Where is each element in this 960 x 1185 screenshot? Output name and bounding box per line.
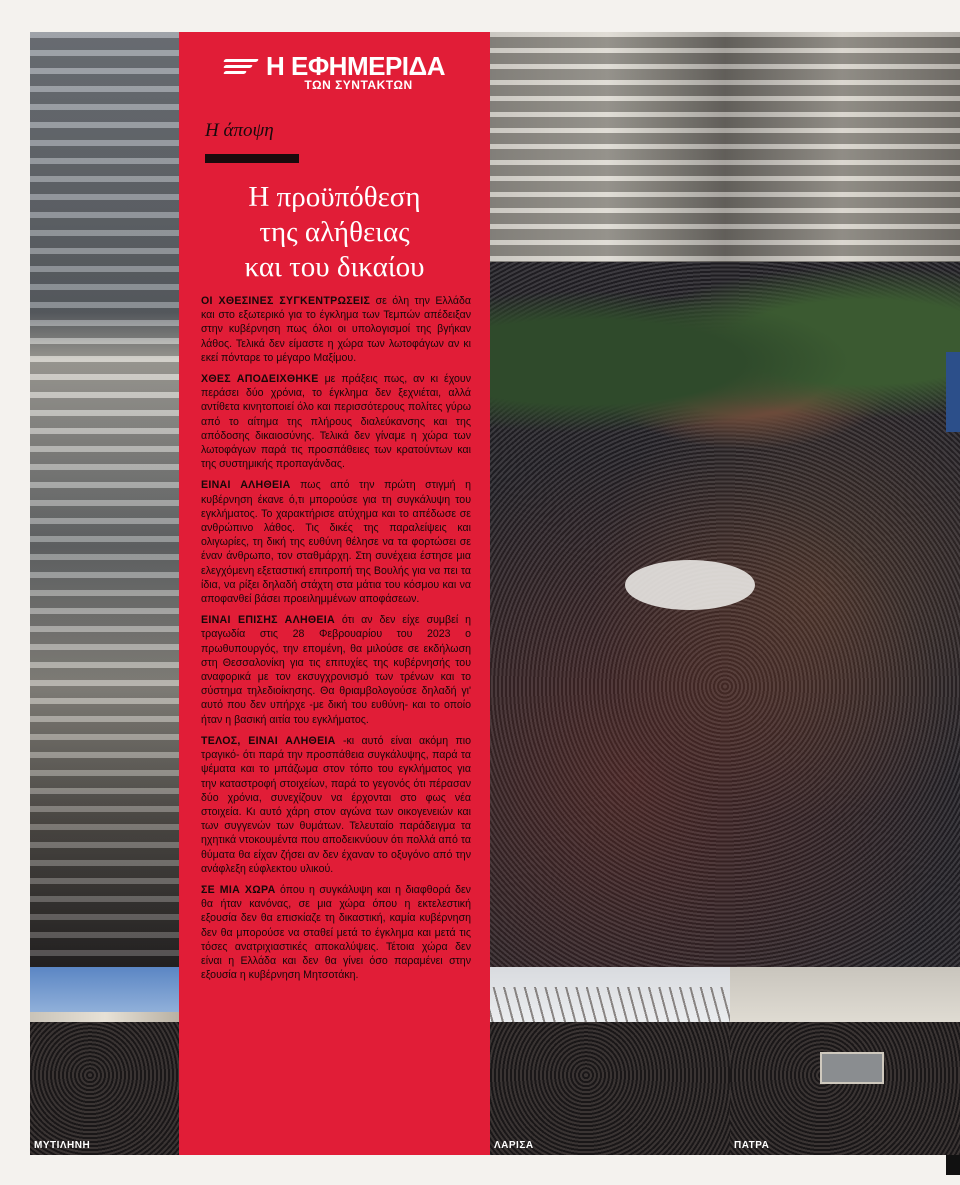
masthead-subtitle: ΤΩΝ ΣΥΝΤΑΚΤΩΝ bbox=[304, 78, 413, 92]
paragraph-lead: ΧΘΕΣ ΑΠΟΔΕΙΧΘΗΚΕ bbox=[201, 373, 319, 386]
masthead bbox=[179, 52, 490, 92]
headline-line: Η προϋπόθεση bbox=[248, 181, 421, 213]
photo-buildings-left bbox=[30, 32, 180, 967]
paragraph-lead: ΣΕ ΜΙΑ ΧΩΡΑ bbox=[201, 883, 276, 896]
photo-caption: ΜΥΤΙΛΗΝΗ bbox=[34, 1140, 91, 1151]
paragraph-lead: ΕΙΝΑΙ ΕΠΙΣΗΣ ΑΛΗΘΕΙΑ bbox=[201, 614, 335, 627]
headline-line: και του δικαίου bbox=[244, 251, 425, 283]
editorial-panel bbox=[179, 32, 490, 1155]
article-body bbox=[201, 294, 471, 989]
section-rule bbox=[205, 154, 299, 163]
photo-mytilini bbox=[30, 967, 180, 1155]
paragraph-text: όπου η συγκάλυψη και η διαφθορά δεν θα ήταν κανόνας, σε μια χώρα όπου η εκτελεστική εξουσία δεν θα επισκίαζε τη δικαστική, καμία κυβέρνηση δεν θα μπορούσε να σταθεί μετά το έγκλημα και μετά τις τόσες ανατριχιαστικές αποκαλύψεις. Τέτοια χώρα δεν είναι η Ελλάδα και δεν θα γίνει όσο παραμένει στην εξουσία η κυβέρνηση Μητσοτάκη. bbox=[201, 883, 471, 982]
paragraph-lead: ΤΕΛΟΣ, ΕΙΝΑΙ ΑΛΗΘΕΙΑ bbox=[201, 734, 336, 747]
masthead-speed-lines-icon bbox=[224, 59, 260, 75]
paragraph-text: σε όλη την Ελλάδα και στο εξωτερικό για το έγκλημα των Τεμπών απέδειξαν στην κυβέρνηση πως όλοι οι υπολογισμοί της βγήκαν λάθος. Τελικά δεν είμαστε η χώρα των λωτοφάγων αν κι εκεί πόνταρε το μέγαρο Μαξίμου. bbox=[201, 295, 471, 364]
paragraph-lead: ΟΙ ΧΘΕΣΙΝΕΣ ΣΥΓΚΕΝΤΡΩΣΕΙΣ bbox=[201, 295, 371, 307]
paragraph-text: με πράξεις πως, αν κι έχουν περάσει δύο χρόνια, το έγκλημα δεν ξεχνιέται, αλλά αντίθετα κινητοποιεί όλο και περισσότερους πολίτες γύρω από το αίτημα της πλήρους διαλεύκανσης και της απόδοσης δικαιοσύνης. Τελικά δεν γίναμε η χώρα των λωτοφάγων παρά τις προσπάθειες των κρατούντων και της συστημικής προπαγάνδας. bbox=[201, 373, 472, 471]
masthead-title: Η ΕΦΗΜΕΡΙΔΑ bbox=[266, 51, 445, 81]
photo-larisa bbox=[490, 967, 730, 1155]
paragraph bbox=[201, 478, 471, 606]
photo-tent bbox=[625, 560, 755, 610]
photo-syntagma-crowd bbox=[490, 32, 960, 967]
page-side-tab bbox=[946, 352, 960, 432]
paragraph bbox=[201, 372, 471, 471]
paragraph-text: -κι αυτό είναι ακόμη πιο τραγικό- ότι παρά την προσπάθεια συγκάλυψης, παρά τα ψέματα και το μπάζωμα στον τόπο του εγκλήματος για την καταστροφή στοιχείων, παρά το γεγονός ότι πέρασαν δύο χρόνια, συνεχίζουν να έρχονται στο φως νέα στοιχεία. Κι αυτό χάρη στον αγώνα των οικογενειών και των συγγενών των θυμάτων. Τελευταίο παράδειγμα τα ηχητικά ντοκουμέντα που αποδεικνύουν ότι πολλά από τα θύματα θα είχαν ζήσει αν δεν έχαναν το οξυγόνο από την ανάφλεξη εύφλεκτου υλικού. bbox=[201, 734, 472, 875]
paragraph-lead: ΕΙΝΑΙ ΑΛΗΘΕΙΑ bbox=[201, 479, 291, 492]
photo-buildings-top bbox=[490, 32, 960, 262]
section-label: Η άποψη bbox=[205, 120, 274, 141]
paragraph bbox=[201, 883, 471, 982]
paragraph-text: ότι αν δεν είχε συμβεί η τραγωδία στις 28 Φεβρουαρίου του 2023 ο πρωθυπουργός, την επομένη, θα μιλούσε σε εκδήλωση στη Θεσσαλονίκη για τις επιτυχίες της κυβέρνησής του αναφορικά με τον εκσυγχρονισμό των τρένων και το σύστημα τηλεδιοίκησης. Θα θριαμβολογούσε δηλαδή γι' αυτό που δεν υπήρχε -με δική του ευθύνη- και το οποίο ήταν η βασική αιτία του εγκλήματος. bbox=[201, 614, 471, 726]
paragraph bbox=[201, 613, 471, 727]
paragraph bbox=[201, 294, 471, 365]
paragraph-text: πως από την πρώτη στιγμή η κυβέρνηση έκανε ό,τι μπορούσε για τη συγκάλυψη του εγκλήματος. Το χαρακτήρισε ατύχημα και το απέδωσε σε ανθρώπινο λάθος. Τις δικές της παραλείψεις και ολιγωρίες, τη δική της ευθύνη θέλησε να τα φορτώσει σε έναν άνθρωπο, τον σταθμάρχη. Στη συνέχεια έστησε μια ελεγχόμενη εξεταστική επιτροπή της Βουλής για να πει τα ίδια, να ρίξει δηλαδή στάχτη στα μάτια του κόσμου και να αποφανθεί βάσει προειλημμένων αποφάσεων. bbox=[201, 479, 471, 606]
photo-caption: ΛΑΡΙΣΑ bbox=[494, 1140, 534, 1151]
headline bbox=[179, 180, 490, 285]
headline-line: της αλήθειας bbox=[259, 216, 410, 248]
photo-trees bbox=[490, 262, 960, 462]
photo-patra bbox=[730, 967, 960, 1155]
photo-caption: ΠΑΤΡΑ bbox=[734, 1140, 770, 1151]
paragraph bbox=[201, 734, 471, 876]
